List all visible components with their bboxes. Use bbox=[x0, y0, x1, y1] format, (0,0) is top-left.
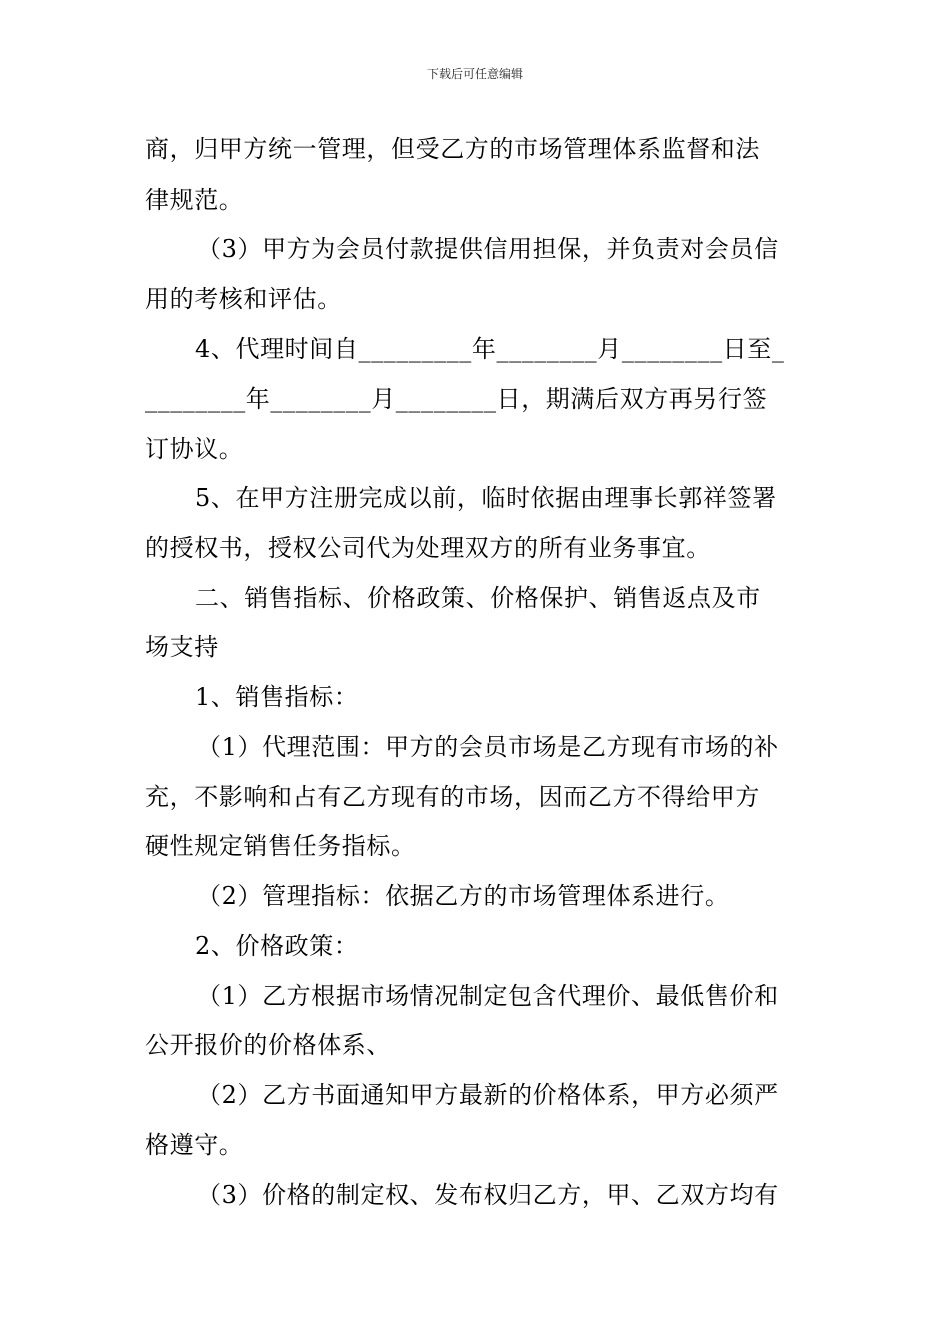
text-line: （3）甲方为会员付款提供信用担保，并负责对会员信 bbox=[197, 235, 779, 263]
text-line: 公开报价的价格体系、 bbox=[145, 1031, 391, 1059]
section-heading: 二、销售指标、价格政策、价格保护、销售返点及市 bbox=[195, 584, 761, 612]
text-line: 律规范。 bbox=[145, 186, 244, 214]
text-line: （1）代理范围：甲方的会员市场是乙方现有市场的补 bbox=[197, 733, 779, 761]
page-header: 下载后可任意编辑 bbox=[426, 67, 523, 81]
section-heading: 场支持 bbox=[145, 633, 219, 661]
text-line: 4、代理时间自_________年________月________日至_ bbox=[195, 335, 785, 363]
text-line: 用的考核和评估。 bbox=[145, 285, 342, 313]
subsection-heading: 2、价格政策： bbox=[195, 932, 359, 960]
text-line: 5、在甲方注册完成以前，临时依据由理事长郭祥签署 bbox=[195, 484, 777, 512]
text-line: 硬性规定销售任务指标。 bbox=[145, 832, 416, 860]
text-line: （3）价格的制定权、发布权归乙方，甲、乙双方均有 bbox=[197, 1181, 779, 1209]
text-line: ________年________月________日，期满后双方再另行签 bbox=[145, 385, 768, 413]
text-line: （1）乙方根据市场情况制定包含代理价、最低售价和 bbox=[197, 982, 779, 1010]
text-line: （2）管理指标：依据乙方的市场管理体系进行。 bbox=[197, 882, 730, 910]
text-line: 订协议。 bbox=[145, 435, 244, 463]
text-line: （2）乙方书面通知甲方最新的价格体系，甲方必须严 bbox=[197, 1081, 779, 1109]
subsection-heading: 1、销售指标： bbox=[195, 683, 359, 711]
text-line: 格遵守。 bbox=[145, 1131, 244, 1159]
text-line: 的授权书，授权公司代为处理双方的所有业务事宜。 bbox=[145, 534, 711, 562]
text-line: 充，不影响和占有乙方现有的市场，因而乙方不得给甲方 bbox=[145, 783, 760, 811]
text-line: 商，归甲方统一管理，但受乙方的市场管理体系监督和法 bbox=[145, 135, 760, 163]
